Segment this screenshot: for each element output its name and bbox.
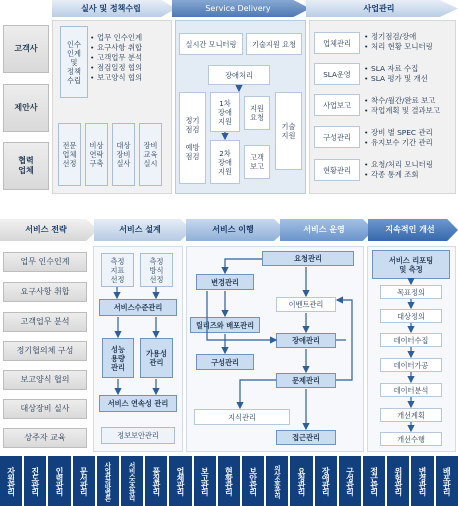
bottom-phase-4-label: 서비스 운영 <box>303 225 345 234</box>
footer-item-label: 구성관리 <box>345 467 355 495</box>
mgmt-item-config: 구성관리 <box>314 126 360 148</box>
improve-step: 목표정의 <box>380 285 442 299</box>
mgmt-detail-status <box>364 160 456 180</box>
mgmt-detail-line: • 각종 통계 조회 <box>364 170 456 180</box>
footer-item <box>169 456 191 506</box>
improve-step: 개선계획 <box>380 408 442 422</box>
footer-item <box>436 456 458 506</box>
footer-item <box>315 456 337 506</box>
planning-box-vendor: 전문 업체 선정 <box>58 123 81 186</box>
planning-bullet: • 요구사항 취합 <box>90 43 172 53</box>
design-method: 측정 방식 선정 <box>140 253 173 287</box>
delivery-tech-support: 기술 지원 <box>275 92 302 170</box>
footer-item <box>121 456 143 506</box>
strategy-item: 대상장비 실사 <box>3 399 87 419</box>
design-availability: 가용성 관리 <box>140 338 173 378</box>
design-slm: 서비스수준관리 <box>99 299 177 316</box>
footer-item-label: 배포관리 <box>442 467 452 495</box>
improve-step: 개선수행 <box>380 432 442 446</box>
footer-item-label: 현황관리 <box>224 467 234 495</box>
footer-item-label: 서비스수준관리 <box>127 461 136 501</box>
footer-item <box>97 456 119 506</box>
footer-item <box>411 456 433 506</box>
planning-bullets <box>90 33 172 83</box>
design-security: 정보보안관리 <box>101 427 175 444</box>
footer-item <box>24 456 46 506</box>
operation-incident: 장애관리 <box>276 333 336 348</box>
design-performance: 성능 용량 관리 <box>102 338 134 378</box>
footer-item <box>73 456 95 506</box>
footer-item-label: 업체관리 <box>176 467 186 495</box>
footer-item-label: 변경관리 <box>418 467 428 495</box>
mgmt-detail-line: • 정기점검/장애 <box>364 32 456 42</box>
mgmt-detail-line: • 요청/처리 모니터링 <box>364 160 456 170</box>
footer-item <box>242 456 264 506</box>
strategy-item: 요구사항 취합 <box>3 282 87 302</box>
design-continuity: 서비스 연속성 관리 <box>99 395 177 412</box>
transition-knowledge: 지식관리 <box>194 409 290 425</box>
planning-bullet: • 고객업무 분석 <box>90 53 172 63</box>
mgmt-detail-line: • 작업계획 및 결과보고 <box>364 106 456 116</box>
mgmt-detail-report <box>364 96 456 116</box>
planning-box-survey: 대상 장비 실사 <box>112 123 135 186</box>
improve-step: 대상정의 <box>380 309 442 323</box>
operation-problem: 문제관리 <box>276 373 336 388</box>
planning-bullet: • 점검일정 협의 <box>90 63 172 73</box>
footer-item <box>339 456 361 506</box>
mgmt-detail-vendor <box>364 32 456 52</box>
delivery-realtime: 실시간 모니터링 <box>179 33 243 55</box>
footer-item-label: 품질관리 <box>151 467 161 495</box>
footer-item-label: 진도관리 <box>30 467 40 495</box>
row-label-partner: 협력 업체 <box>3 142 49 190</box>
improve-step: 데이터분석 <box>380 383 442 397</box>
footer-item-label: 장애관리 <box>321 467 331 495</box>
footer-item <box>218 456 240 506</box>
planning-box-training: 장비 교육 실시 <box>139 123 162 186</box>
phase-header-1-label: 실사 및 정책수립 <box>81 3 141 13</box>
transition-config: 구성관리 <box>196 354 254 370</box>
bottom-phase-2-label: 서비스 설계 <box>119 225 161 234</box>
delivery-fault: 장애처리 <box>208 65 270 85</box>
bottom-phase-1-label: 서비스 전략 <box>25 225 67 234</box>
footer-item <box>194 456 216 506</box>
footer-item-label: 요청관리 <box>297 467 307 495</box>
operation-request: 요청관리 <box>262 251 354 266</box>
improve-step: 데이터수집 <box>380 333 442 347</box>
footer-item <box>363 456 385 506</box>
strategy-item: 업무 인수인계 <box>3 252 87 272</box>
mgmt-item-status: 현황관리 <box>314 159 360 181</box>
improve-title: 서비스 리포팅 및 측정 <box>372 250 450 279</box>
delivery-second-support: 2차 장애 지원 <box>210 140 240 184</box>
delivery-first-support: 1차 장애 지원 <box>210 92 240 132</box>
footer-item-label: 인력관리 <box>55 467 64 495</box>
strategy-item: 상주자 교육 <box>3 428 87 448</box>
improve-step: 데이터가공 <box>380 358 442 372</box>
footer-item-label: 보안관리 <box>248 467 258 495</box>
footer-item <box>266 456 288 506</box>
strategy-item: 고객업무 분석 <box>3 312 87 332</box>
planning-stack: 인수 인계 및 정책 수립 <box>60 26 88 98</box>
mgmt-detail-line: • SLA 자료 수집 <box>364 64 456 74</box>
strategy-item: 보고양식 협의 <box>3 370 87 390</box>
bottom-phase-3-label: 서비스 이행 <box>212 225 254 234</box>
planning-box-emergency: 비상 연락 구축 <box>85 123 108 186</box>
footer-item <box>387 456 409 506</box>
footer-bar <box>0 456 458 506</box>
footer-item-label: 보고관리 <box>200 467 210 495</box>
operation-event: 이벤트관리 <box>276 297 336 312</box>
delivery-tech-request: 기술지원 요청 <box>246 33 302 55</box>
mgmt-detail-line: • 유지보수 기간 관리 <box>364 138 456 148</box>
mgmt-detail-line: • 처리 현황 모니터링 <box>364 42 456 52</box>
mgmt-item-vendor: 업체관리 <box>314 32 360 54</box>
mgmt-detail-line: • 장비 별 SPEC 관리 <box>364 128 456 138</box>
footer-item-label: 위험관리 <box>393 467 403 495</box>
footer-item-label: 의사소통관리 <box>272 464 281 498</box>
strategy-item: 정기협의체 구성 <box>3 341 87 361</box>
row-label-proposer: 제안사 <box>3 84 49 132</box>
mgmt-item-sla: SLA운영 <box>314 63 360 85</box>
planning-bullet: • 보고양식 협의 <box>90 73 172 83</box>
operation-access: 접근관리 <box>276 430 336 445</box>
planning-bullet: • 업무 인수인계 <box>90 33 172 43</box>
design-metric: 측정 지표 선정 <box>101 253 134 287</box>
mgmt-item-report: 사업보고 <box>314 94 360 116</box>
footer-item <box>145 456 167 506</box>
mgmt-detail-sla <box>364 64 456 84</box>
mgmt-detail-config <box>364 128 456 148</box>
transition-release: 릴리즈와 배포관리 <box>190 317 260 333</box>
delivery-customer-report: 고객 보고 <box>244 145 270 179</box>
phase-header-3-label: 사업관리 <box>363 3 395 13</box>
footer-item <box>290 456 312 506</box>
footer-item-label: 문서관리 <box>79 467 89 495</box>
mgmt-detail-line: • 착수/월간/완료 보고 <box>364 96 456 106</box>
footer-item <box>48 456 70 506</box>
bottom-phase-5-label: 지속적인 개선 <box>385 225 435 234</box>
mgmt-detail-line: • SLA 평가 및 개선 <box>364 74 456 84</box>
footer-item <box>0 456 22 506</box>
footer-item-label: 자원관리 <box>6 467 16 495</box>
transition-change: 변경관리 <box>196 274 254 290</box>
footer-item-label: 접근관리 <box>369 467 379 495</box>
phase-header-2-label: Service Delivery <box>205 3 271 13</box>
delivery-support-request: 지원 요청 <box>244 96 270 130</box>
row-label-client: 고객사 <box>3 25 49 73</box>
footer-item-label: 사업관리방법론 <box>103 461 112 501</box>
delivery-periodic: 정기 점검 예방 점검 <box>179 92 206 184</box>
